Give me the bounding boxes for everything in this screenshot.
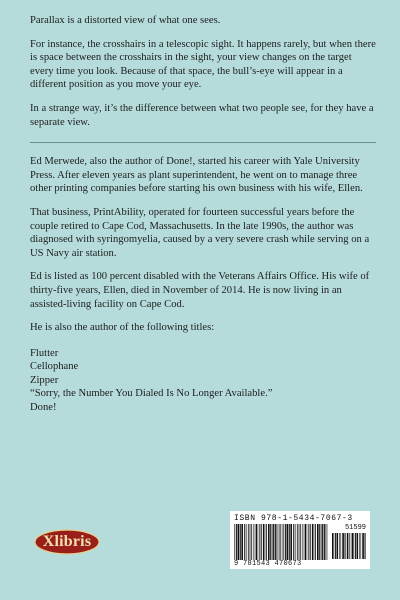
cover-text [30,14,376,415]
barcode-bar [234,524,235,560]
barcode-bar [345,533,346,559]
barcode-bar [296,524,297,560]
barcode-bar [285,524,286,560]
bio-paragraph-3: Ed is listed as 100 percent disabled with the Veterans Affairs Office. His wife of thirty-five years, Ellen, died in November of 2014. He is now living in an assisted-living facility on Cape Cod. [30,271,370,310]
barcode-bar [277,524,278,560]
barcode-bar [362,533,364,559]
barcode-bar [261,524,262,560]
title-item: Done! [30,402,57,414]
barcode-bar [312,524,314,560]
intro-paragraph-3: In a strange way, it’s the difference between what two people see, for they have a separate view. [30,102,374,128]
barcode-bar [240,524,241,560]
barcode-bar [282,524,283,560]
barcode-bar [258,524,259,560]
barcode-bar [308,524,309,560]
barcode-bar [251,524,252,560]
barcode-bar [289,524,290,560]
isbn-label: ISBN 978-1-5434-7067-3 [234,514,353,523]
barcode-bar [256,524,257,560]
barcode-bar [349,533,350,559]
barcode-bar [365,533,366,559]
barcode-bar [337,533,339,559]
barcode-bar [327,524,328,560]
bio-paragraph-2: That business, PrintAbility, operated for fourteen successful years before the couple retired to Cape Cod, Massachusetts. In the late 1990s, the author was diagnosed with syringomyelia, caused by a very severe crash while serving on a US Navy air station. [30,206,370,259]
barcode-bar [310,524,311,560]
barcode-bar [278,524,279,560]
barcode-bar [332,533,334,559]
barcode-bar [236,524,237,560]
barcode-bar [322,524,323,560]
barcode-bar [283,524,284,560]
barcode-bar [255,524,256,560]
barcode-bar [268,524,270,560]
barcode-bar [335,533,336,559]
intro-paragraph-1: Parallax is a distorted view of what one sees. [30,15,221,26]
barcode-bar [241,524,243,560]
barcode-bar [307,524,308,560]
price-barcode [332,533,366,559]
barcode-bar [247,524,248,560]
barcode-bar [270,524,271,560]
barcode-bar [319,524,320,560]
title-item: “Sorry, the Number You Dialed Is No Longer Available.” [30,388,273,400]
barcode-bar [263,524,265,560]
barcode-bar [266,524,267,560]
barcode-bar [244,524,245,560]
barcode-bar [297,524,298,560]
barcode-bar [293,524,294,560]
ean-digits: 9 781543 470673 [234,560,302,568]
barcode-bar [342,533,344,559]
barcode-bar [361,533,362,559]
barcode-bar [347,533,349,559]
barcode-bar [287,524,289,560]
barcode-bar [290,524,292,560]
barcode-bar [355,533,356,559]
barcode-bar [305,524,306,560]
barcode-bar [300,524,301,560]
barcode-bar [259,524,260,560]
publisher-logo [34,529,100,555]
section-divider [30,142,376,143]
price-code: 51599 [344,524,366,532]
barcode-bar [248,524,249,560]
titles-intro: He is also the author of the following titles: [30,322,215,334]
barcode-bar [275,524,276,560]
ean-barcode [234,524,328,560]
barcode-bar [321,524,322,560]
barcode-bar [304,524,305,560]
title-item: Flutter [30,347,59,359]
barcode-bar [238,524,240,560]
barcode-bar [359,533,360,559]
barcode-bar [272,524,273,560]
barcode-bar [324,524,325,560]
barcode-bar [315,524,316,560]
title-item: Zipper [30,374,59,386]
barcode-block [230,511,370,569]
intro-paragraph-2: For instance, the crosshairs in a telescopic sight. It happens rarely, but when there is space between the crosshairs in the sight, your view changes on the target every time you look. Because of that space, the bull’s-eye will appear in a different position as you move your eye. [30,38,376,91]
publisher-logo-text: Xlibris [42,533,92,551]
barcode-area [234,524,366,560]
barcode-bar [253,524,254,560]
barcode-bar [302,524,303,560]
barcode-bar [357,533,359,559]
barcode-bar [280,524,281,560]
barcode-bar [341,533,342,559]
titles-list [30,347,376,415]
barcode-bar [352,533,354,559]
barcode-bar [273,524,274,560]
bio-paragraph-1: Ed Merwede, also the author of Done!, started his career with Yale University Press. After eleven years as plant superintendent, he went on to manage three other printing companies before starting his own business with his wife, Ellen. [30,156,363,195]
barcode-bar [339,533,340,559]
barcode-bar [326,524,327,560]
barcode-bar [317,524,319,560]
title-item: Cellophane [30,361,79,373]
barcode-bar [351,533,352,559]
